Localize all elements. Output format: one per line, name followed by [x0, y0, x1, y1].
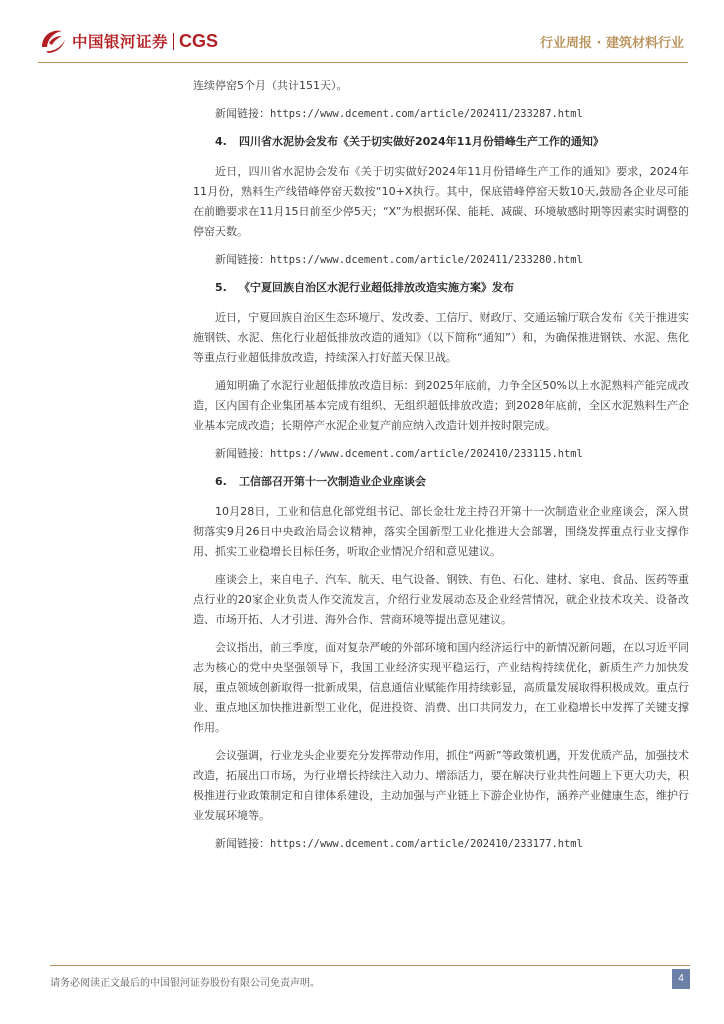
news-link-label: 新闻链接：	[215, 107, 270, 120]
body-paragraph: 座谈会上，来自电子、汽车、航天、电气设备、钢铁、有色、石化、建材、家电、食品、医药等重点行业的20家企业负责人作交流发言，介绍行业发展动态及企业经营情况，就企业技术攻关、设备改造、市场开拓、人才引进、海外合作、营商环境等提出意见建议。	[193, 573, 689, 626]
news-link-line	[193, 444, 689, 464]
news-link-label: 新闻链接：	[215, 447, 270, 460]
section-number: 4.	[215, 135, 227, 148]
body-paragraph: 会议指出，前三季度，面对复杂严峻的外部环境和国内经济运行中的新情况新问题，在以习近平同志为核心的党中央坚强领导下，我国工业经济实现平稳运行，产业结构持续优化，新质生产力加快发展，重点领域创新取得一批新成果，信息通信业赋能作用持续彰显，高质量发展取得积极成效。重点行业、重点地区加快推进新型工业化，促进投资、消费、出口共同发力，在工业稳增长中发挥了关键支撑作用。	[193, 641, 689, 734]
news-link-url[interactable]: https://www.dcement.com/article/202411/233287.html	[270, 108, 583, 120]
section-number: 5.	[215, 281, 227, 294]
footer-disclaimer: 请务必阅读正文最后的中国银河证券股份有限公司免责声明。	[50, 978, 320, 989]
cgs-logo	[38, 27, 218, 55]
header-divider	[38, 62, 688, 63]
body-paragraph: 近日，宁夏回族自治区生态环境厅、发改委、工信厅、财政厅、交通运输厅联合发布《关于推进实施钢铁、水泥、焦化行业超低排放改造的通知》（以下简称“通知”）和，为确保推进钢铁、水泥、焦化等重点行业超低排放改造，持续深入打好蓝天保卫战。	[193, 311, 689, 364]
news-link-url[interactable]: https://www.dcement.com/article/202411/233280.html	[270, 254, 583, 266]
news-link-line	[193, 104, 689, 124]
section-title: 四川省水泥协会发布《关于切实做好2024年11月份错峰生产工作的通知》	[239, 135, 604, 148]
section-heading	[193, 472, 689, 492]
news-link-label: 新闻链接：	[215, 253, 270, 266]
body-paragraph: 近日，四川省水泥协会发布《关于切实做好2024年11月份错峰生产工作的通知》要求，2024年11月份，熟料生产线错峰停窑天数按“10+X执行。其中，保底错峰停窑天数10天,鼓励各企业尽可能在前瞻要求在11月15日前至少停5天；“X”为根据环保、能耗、减碳、环境敏感时期等因素实时调整的停窑天数。	[193, 165, 689, 238]
news-link-url[interactable]: https://www.dcement.com/article/202410/233177.html	[270, 838, 583, 850]
body-paragraph: 通知明确了水泥行业超低排放改造目标：到2025年底前，力争全区50%以上水泥熟料产能完成改造，区内国有企业集团基本完成有组织、无组织超低排放改造；到2028年底前，全区水泥熟料生产企业基本完成改造；长期停产水泥企业复产前应纳入改造计划并按时限完成。	[193, 379, 689, 432]
report-type-label: 行业周报 · 建筑材料行业	[540, 36, 684, 51]
body-paragraph: 10月28日，工业和信息化部党组书记、部长金壮龙主持召开第十一次制造业企业座谈会，深入贯彻落实9月26日中央政治局会议精神，落实全国新型工业化推进大会部署，围绕发挥重点行业支撑作用、抓实工业稳增长目标任务，听取企业情况介绍和意见建议。	[193, 505, 689, 558]
section-title: 《宁夏回族自治区水泥行业超低排放改造实施方案》发布	[239, 281, 514, 294]
article-body	[193, 76, 689, 862]
news-link-url[interactable]: https://www.dcement.com/article/202410/233115.html	[270, 448, 583, 460]
footer-divider	[50, 965, 690, 966]
logo-english-name: CGS	[179, 30, 219, 51]
section-heading	[193, 278, 689, 298]
news-link-line	[193, 250, 689, 270]
section-number: 6.	[215, 475, 227, 488]
page-number: 4	[672, 969, 690, 989]
cgs-ribbon-logo-icon	[38, 27, 68, 55]
section-heading	[193, 132, 689, 152]
body-paragraph: 连续停窑5个月（共计151天）。	[193, 79, 348, 92]
logo-divider	[173, 33, 174, 50]
section-title: 工信部召开第十一次制造业企业座谈会	[239, 475, 426, 488]
news-link-label: 新闻链接：	[215, 837, 270, 850]
body-paragraph: 会议强调，行业龙头企业要充分发挥带动作用，抓住“两新”等政策机遇，开发优质产品，加强技术改造，拓展出口市场，为行业增长持续注入动力、增添活力，要在解决行业共性问题上下更大功夫，积极推进行业政策制定和自律体系建设，主动加强与产业链上下游企业协作，涵养产业健康生态，维护行业发展环境等。	[193, 749, 689, 822]
logo-chinese-name: 中国银河证券	[72, 33, 169, 51]
news-link-line	[193, 834, 689, 854]
page-header	[0, 0, 724, 70]
